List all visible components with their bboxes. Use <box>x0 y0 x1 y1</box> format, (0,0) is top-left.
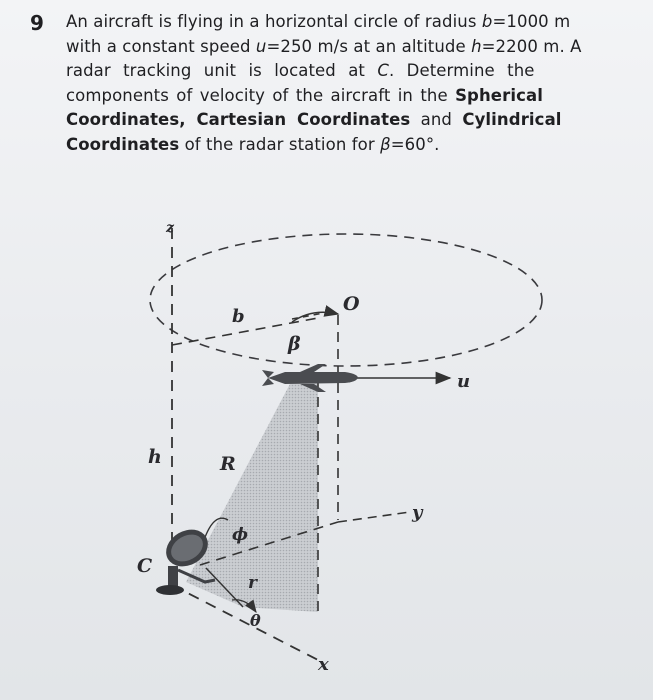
label-h: h <box>148 446 162 468</box>
label-z: z <box>166 220 174 236</box>
label-beta: β <box>288 333 301 355</box>
label-R: R <box>220 453 236 475</box>
label-C: C <box>137 555 153 577</box>
label-b: b <box>232 306 245 327</box>
label-x: x <box>318 654 329 675</box>
problem-line-5: Coordinates, Cartesian Coordinates and Cylindrical <box>66 110 562 129</box>
label-theta: θ <box>250 611 261 630</box>
problem-line-3: radar tracking unit is located at C. Determine the <box>66 61 535 80</box>
beta-arc <box>292 312 338 322</box>
aircraft-icon <box>262 364 358 392</box>
problem-line-1: An aircraft is flying in a horizontal circle of radius b=1000 m <box>66 12 571 31</box>
problem-line-6: Coordinates of the radar station for β=60°. <box>66 134 440 154</box>
problem-line-4: components of velocity of the aircraft in the Spherical <box>66 85 543 105</box>
label-y: y <box>412 502 423 523</box>
y-axis <box>338 512 410 522</box>
problem-number: 9 <box>30 11 45 35</box>
label-phi: ϕ <box>232 525 249 545</box>
label-O: O <box>343 293 360 315</box>
label-u: u <box>457 371 471 392</box>
problem-line-2: with a constant speed u=250 m/s at an altitude h=2200 m. A <box>66 36 582 56</box>
label-r: r <box>248 573 257 593</box>
